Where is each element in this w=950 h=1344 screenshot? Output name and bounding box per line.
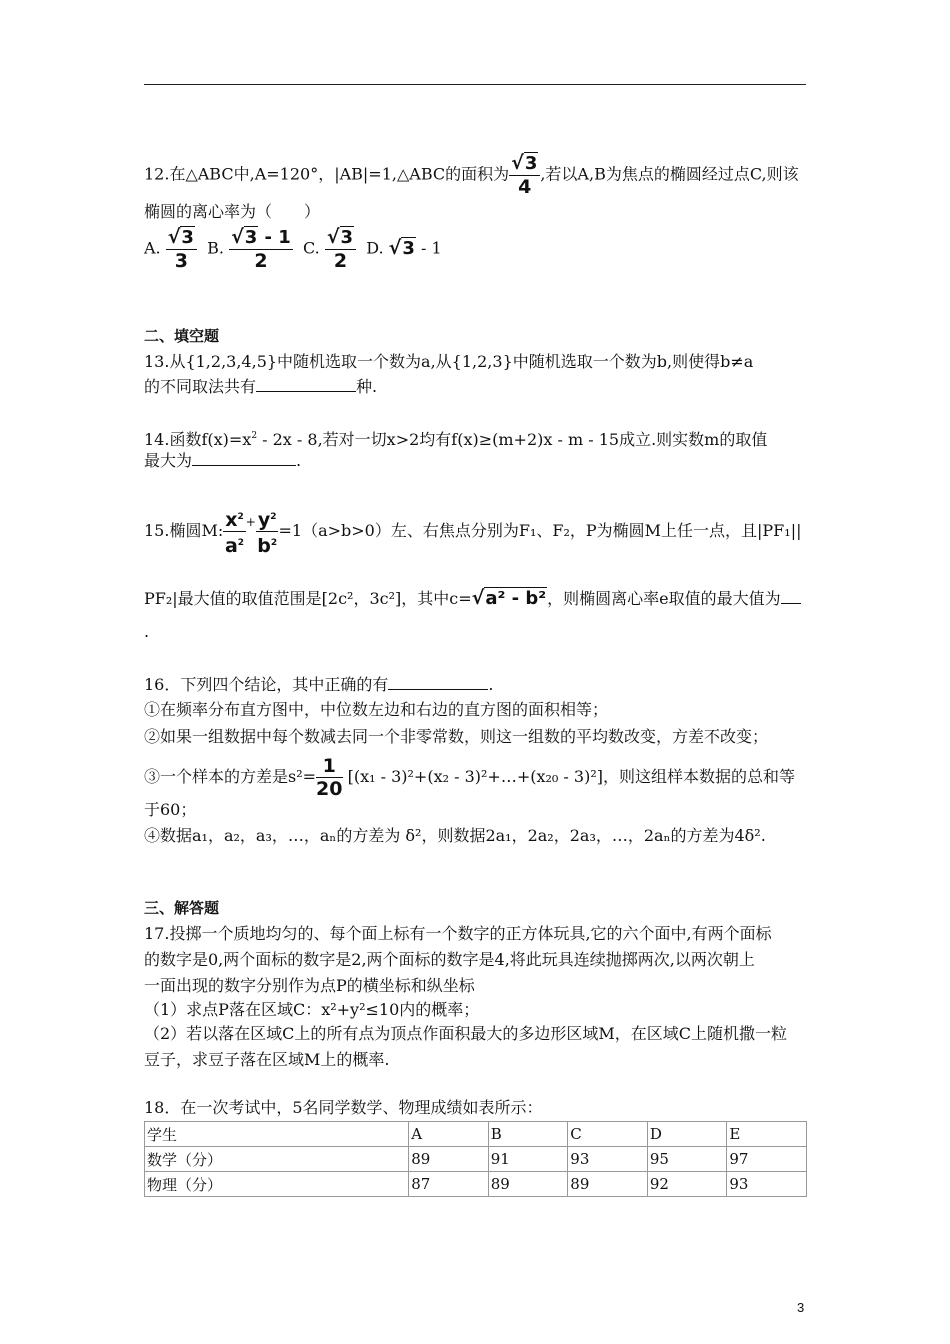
table-cell: 92: [647, 1172, 727, 1197]
answer-blank[interactable]: [192, 450, 296, 466]
q16-line1: [144, 674, 493, 695]
q15-rest: =1（a>b>0）左、右焦点分别为F₁、F₂，P为椭圆M上任一点，且|PF₁||: [278, 521, 802, 540]
table-cell: 89: [568, 1172, 648, 1197]
q17-line2: 的数字是0,两个面标的数字是2,两个面标的数字是4,将此玩具连续抛掷两次,以两次朝上: [144, 950, 755, 969]
q12-frac-den: 4: [518, 176, 532, 198]
q15-b: b: [257, 535, 271, 557]
q16-item2: ②如果一组数据中每个数减去同一个非零常数，则这一组数的平均数改变，方差不改变；: [144, 727, 769, 746]
q12-options: [144, 226, 442, 272]
option-c-label: C.: [302, 238, 320, 258]
q15-x: x: [225, 509, 238, 531]
q18-intro: 18．在一次考试中，5名同学数学、物理成绩如表所示：: [144, 1098, 543, 1117]
q14-line2: [144, 450, 301, 471]
q15-a-exp: 2: [237, 538, 245, 548]
q15-line2: [144, 588, 801, 609]
option-a-num: 3: [181, 227, 194, 248]
section-3-title: 三、解答题: [144, 899, 220, 917]
q13-line2: [144, 376, 377, 397]
q15-b-exp: 2: [270, 538, 278, 548]
q12-fraction: $\frac{√3}{4}$: [509, 152, 540, 198]
page-number: 3: [797, 1300, 805, 1315]
q14-text-a2: 最大为: [144, 451, 193, 470]
option-a-fraction: $\frac{√3}{3}$: [166, 226, 197, 272]
option-b-label: B.: [207, 238, 224, 258]
header-rule: [144, 84, 806, 85]
q14-superscript: 2: [251, 431, 258, 441]
q14-text-b: - 2x - 8,若对一切x>2均有f(x)≥(m+2)x - m - 15成立.则实数m的取值: [257, 430, 768, 449]
option-b-fraction: $\frac{√3 - 1}{2}$: [231, 226, 291, 272]
option-b-rest: - 1: [258, 227, 291, 248]
q16-fraction: [316, 755, 342, 800]
q16-item3-text-a: ③一个样本的方差是s²=: [144, 767, 317, 786]
q12-line2: 椭圆的离心率为（ ）: [144, 202, 321, 221]
table-cell: E: [727, 1122, 807, 1147]
q14-text-a: 14.函数f(x)=x: [144, 430, 252, 449]
option-d-label: D.: [366, 238, 384, 258]
table-cell: 89: [488, 1172, 568, 1197]
q12-line1: [144, 152, 799, 198]
table-row: [145, 1147, 807, 1172]
table-cell: D: [647, 1122, 727, 1147]
q15-fraction-x: [223, 506, 246, 557]
q16-item3-text-b: [(x₁ - 3)²+(x₂ - 3)²+…+(x₂₀ - 3)²]，则这组样本数据的总和等: [347, 767, 795, 786]
table-cell: 数学（分）: [145, 1147, 409, 1172]
q15-radical: √a² - b²: [471, 587, 547, 609]
table-cell: 97: [727, 1147, 807, 1172]
q12-text-b: ,若以A,B为焦点的椭圆经过点C,则该: [540, 164, 799, 184]
q14-text-b2: .: [296, 451, 302, 470]
q15-text-a: PF₂|最大值的取值范围是[2c²，3c²]，其中c=: [144, 589, 472, 608]
q17-line3: 一面出现的数字分别作为点P的横坐标和纵坐标: [144, 976, 475, 995]
q15-y: y: [257, 509, 271, 531]
option-b-radicand: 3: [244, 227, 258, 248]
q15-line1: [144, 506, 801, 557]
q12-text-a: 12.在△ABC中,A=120°，|AB|=1,△ABC的面积为: [144, 164, 510, 184]
q15-text-b: ，则椭圆离心率e取值的最大值为: [547, 589, 781, 608]
q16-frac-num: 1: [316, 755, 342, 778]
table-cell: 93: [727, 1172, 807, 1197]
answer-blank[interactable]: [256, 376, 356, 392]
table-cell: 物理（分）: [145, 1172, 409, 1197]
option-a-den: 3: [174, 250, 188, 272]
answer-blank[interactable]: [388, 674, 488, 690]
table-cell: C: [568, 1122, 648, 1147]
table-cell: A: [409, 1122, 489, 1147]
q16-item3-cont: 于60；: [144, 800, 197, 819]
table-cell: 89: [409, 1147, 489, 1172]
q17-part2-cont: 豆子，求豆子落在区域M上的概率.: [144, 1050, 390, 1069]
score-table: [144, 1121, 807, 1197]
option-c-num: 3: [340, 227, 354, 248]
q15-plus: +: [245, 515, 256, 529]
table-cell: B: [488, 1122, 568, 1147]
q12-frac-num: 3: [524, 153, 538, 174]
q15-a: a: [224, 535, 238, 557]
table-cell: 学生: [145, 1122, 409, 1147]
option-d-radical: √3: [388, 236, 415, 259]
q17-part1: （1）求点P落在区域C：x²+y²≤10内的概率；: [144, 1000, 480, 1019]
table-cell: 93: [568, 1147, 648, 1172]
q15-radicand: a² - b²: [485, 588, 547, 609]
answer-blank[interactable]: [781, 588, 801, 604]
q13-line1: 13.从{1,2,3,4,5}中随机选取一个数为a,从{1,2,3}中随机选取一个数为b,则使得b≠a: [144, 352, 754, 371]
table-cell: 95: [647, 1147, 727, 1172]
q17-line1: 17.投掷一个质地均匀的、每个面上标有一个数字的正方体玩具,它的六个面中,有两个面标: [144, 924, 772, 943]
q16-frac-den: 20: [316, 778, 343, 800]
option-a-label: A.: [144, 238, 161, 258]
table-row: [145, 1122, 807, 1147]
q15-line3: .: [144, 622, 150, 641]
table-row: [145, 1172, 807, 1197]
q13-text-a: 的不同取法共有: [144, 377, 257, 396]
option-d-radicand: 3: [402, 237, 415, 259]
option-c-fraction: $\frac{√3}{2}$: [325, 226, 356, 272]
q13-text-b: 种.: [356, 377, 378, 396]
table-cell: 91: [488, 1147, 568, 1172]
section-2-title: 二、填空题: [144, 327, 220, 345]
q15-prefix: 15.椭圆M:: [144, 521, 224, 540]
q16-item1: ①在频率分布直方图中，中位数左边和右边的直方图的面积相等；: [144, 700, 609, 719]
q16-text-a: 16．下列四个结论，其中正确的有: [144, 675, 389, 694]
q17-part2: （2）若以落在区域C上的所有点为顶点作面积最大的多边形区域M，在区域C上随机撒一粒: [144, 1024, 788, 1043]
option-c-den: 2: [333, 250, 348, 272]
option-d-rest: - 1: [415, 238, 442, 258]
q14-line1: [144, 426, 767, 450]
q15-x-exp: 2: [237, 512, 244, 522]
q16-text-b: .: [488, 675, 494, 694]
q16-item4: ④数据a₁，a₂，a₃，…，aₙ的方差为 δ²，则数据2a₁，2a₂，2a₃，…，2aₙ的方差为4δ².: [144, 826, 766, 845]
table-cell: 87: [409, 1172, 489, 1197]
q16-item3: [144, 754, 795, 800]
option-b-den: 2: [254, 250, 268, 272]
q15-y-exp: 2: [270, 512, 277, 522]
q15-fraction-y: [256, 506, 279, 557]
